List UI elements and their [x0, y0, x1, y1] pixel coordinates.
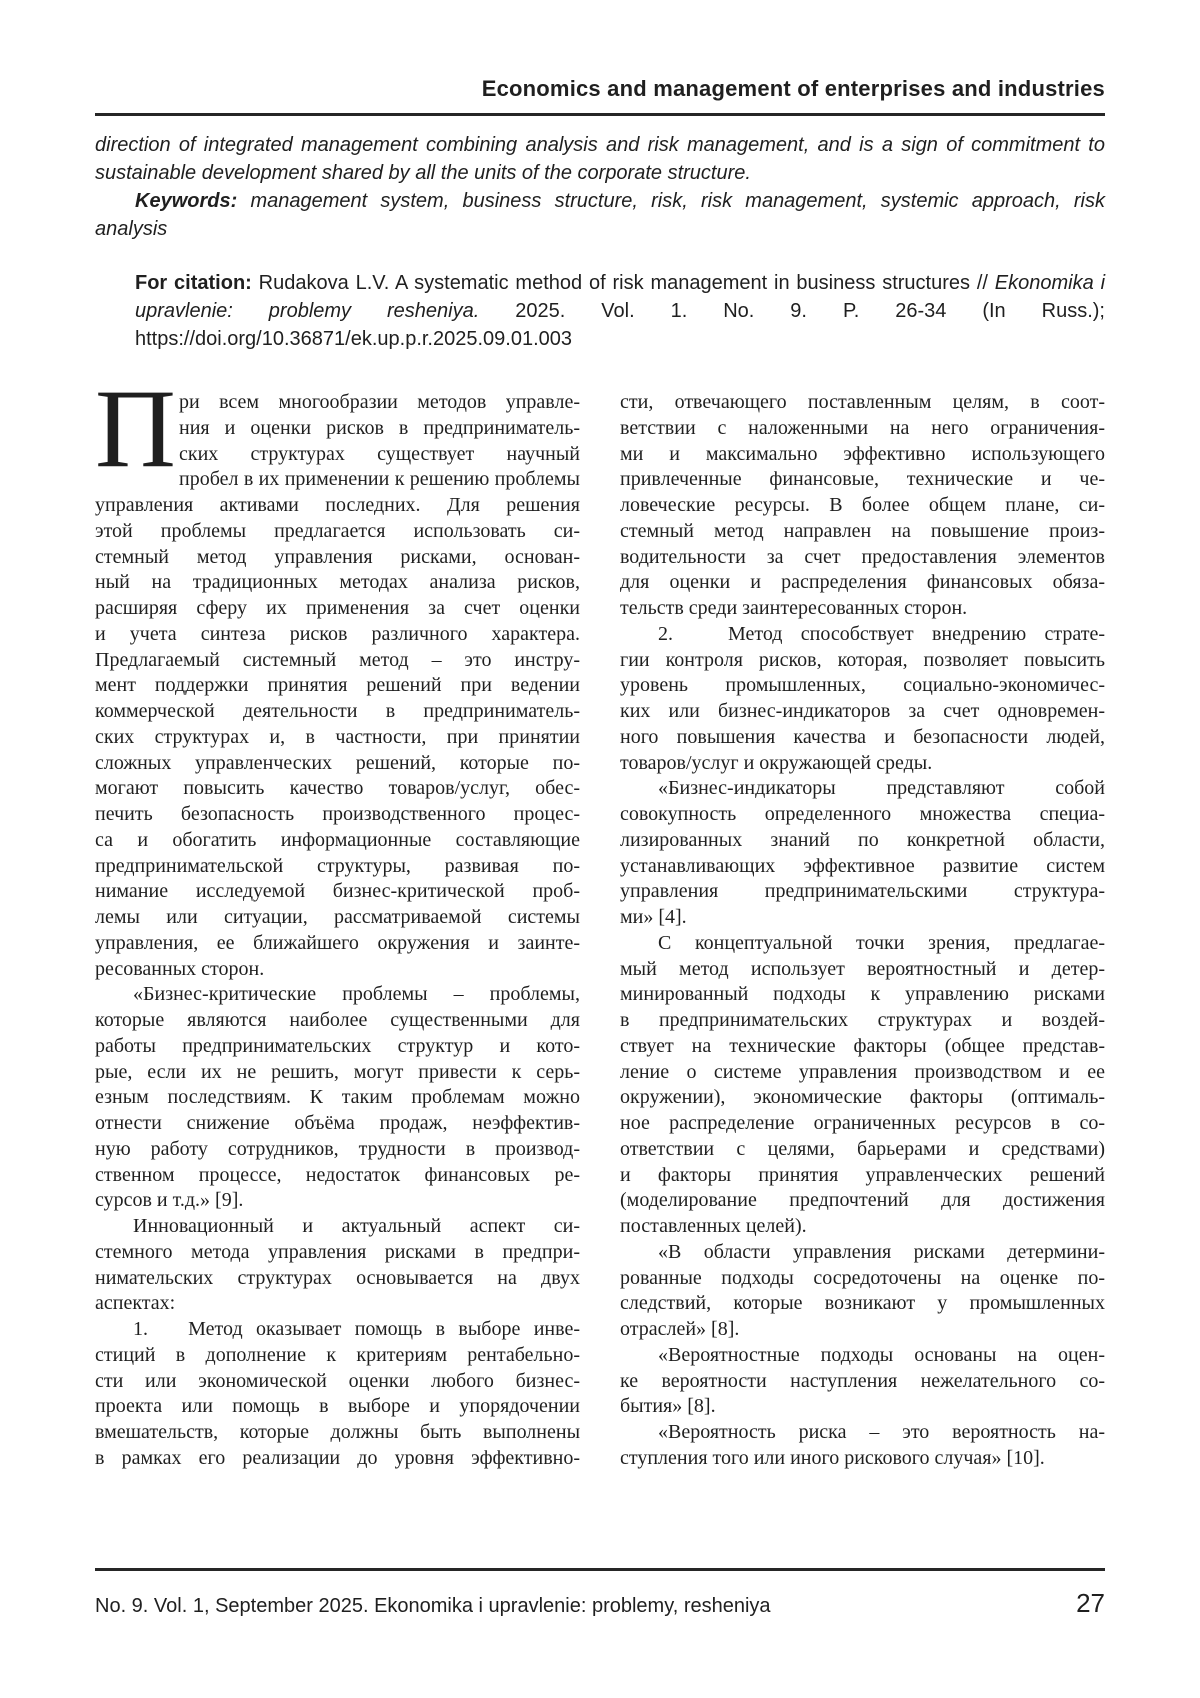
text-line: ских структурах существует научный: [179, 442, 580, 465]
left-column: [95, 367, 580, 1472]
text-line: «Вероятностные подходы основаны на оцен-: [658, 1343, 1105, 1366]
text-line: ния и оценки рисков в предприниматель-: [179, 416, 580, 439]
text-line: уровень промышленных, социально-экономичес-: [620, 674, 1105, 697]
text-line: и учета синтеза рисков различного характера.: [95, 622, 580, 645]
text-line: и факторы принятия управленческих решений: [620, 1163, 1105, 1186]
text-line: окружении), экономические факторы (оптималь-: [620, 1086, 1105, 1109]
text-line: мент поддержки принятия решений при ведении: [95, 674, 580, 697]
text-line: привлеченные финансовые, технические и че-: [620, 468, 1105, 491]
text-line: водительности за счет предоставления элементов: [620, 545, 1105, 568]
text-line: «Вероятность риска – это вероятность на-: [658, 1421, 1105, 1443]
text-line: этой проблемы предлагается использовать си-: [95, 519, 580, 542]
text-line: товаров/услуг и окружающей среды.: [620, 751, 933, 774]
citation-label: For citation:: [135, 272, 252, 294]
text-line: тельств среди заинтересованных сторон.: [620, 597, 968, 619]
text-line: ми» [4].: [620, 906, 687, 928]
text-line: следствий, которые возникают у промышленных: [620, 1292, 1105, 1315]
text-line: стемный метод управления рисками, основан-: [95, 545, 580, 568]
text-line: ственном процессе, недостаток финансовых ре-: [95, 1163, 580, 1186]
text-line: коммерческой деятельности в предприниматель-: [95, 700, 580, 722]
footer-row: [95, 1588, 1105, 1619]
citation-volume-doi: 2025. Vol. 1. No. 9. P. 26-34 (In Russ.); https://doi.org/10.36871/ek.up.p.r.2025.09.01.003: [135, 300, 1105, 350]
text-line: ное распределение ограниченных ресурсов в со-: [620, 1112, 1105, 1134]
drop-cap: П: [95, 367, 176, 491]
text-line: С концептуальной точки зрения, предлагае-: [658, 931, 1105, 954]
text-line: вмешательств, которые должны быть выполнены: [95, 1421, 580, 1443]
text-line: езным последствиям. К таким проблемам можно: [95, 1086, 580, 1109]
text-line: отраслей» [8].: [620, 1318, 740, 1340]
text-line: ление о системе управления производством и ее: [620, 1060, 1105, 1083]
text-line: ке вероятности наступления нежелательного со-: [620, 1369, 1105, 1392]
text-line: печить безопасность производственного процес-: [95, 803, 580, 825]
text-line: са и обогатить информационные составляющие: [95, 828, 580, 851]
text-line: устанавливающих эффективное развитие систем: [620, 854, 1105, 877]
two-column-body: [95, 367, 1105, 1472]
text-line: проекта или помощь в выборе и упорядочении: [95, 1395, 580, 1418]
citation-authors-title: Rudakova L.V. A systematic method of risk management in business structures //: [251, 272, 995, 294]
text-line: ловеческие ресурсы. В более общем плане, си-: [620, 494, 1105, 516]
text-line: ную работу сотрудников, трудности в производ-: [95, 1137, 580, 1160]
text-line: управления активами последних. Для решения: [95, 494, 580, 516]
text-line: лемы или ситуации, рассматриваемой системы: [95, 906, 580, 928]
text-line: управления предпринимательскими структура-: [620, 880, 1105, 903]
citation-paragraph: [135, 269, 1105, 353]
header-rule: [95, 113, 1105, 116]
text-line: 2. Метод способствует внедрению страте-: [658, 622, 1105, 645]
right-column: [620, 390, 1105, 1472]
text-line: стемный метод направлен на повышение произ-: [620, 519, 1105, 542]
footer-rule: [95, 1568, 1105, 1571]
text-line: ступления того или иного рискового случая» [10].: [620, 1446, 1045, 1469]
text-line: 1. Метод оказывает помощь в выборе инве-: [133, 1318, 580, 1340]
page-number: 27: [1076, 1588, 1105, 1618]
text-line: «Бизнес-индикаторы представляют собой: [658, 777, 1105, 800]
text-line: расширяя сферу их применения за счет оценки: [95, 597, 580, 619]
text-line: ких или бизнес-индикаторов за счет одновремен-: [620, 700, 1105, 722]
text-line: которые являются наиболее существенными для: [95, 1009, 580, 1031]
text-line: ветствии с наложенными на него ограничения-: [620, 416, 1105, 439]
abstract-continuation: direction of integrated management combining analysis and risk management, and is a sign of commitment to sustainable development shared by all the units of the corporate structure.: [95, 134, 1105, 184]
text-line: ответствии с целями, барьерами и средствами): [620, 1137, 1105, 1160]
text-line: предпринимательской структуры, развивая по-: [95, 854, 580, 877]
text-line: ствует на технические факторы (общее представ-: [620, 1034, 1105, 1057]
text-line: нимание исследуемой бизнес-критической проб-: [95, 880, 580, 903]
text-line: для оценки и распределения финансовых обяза-: [620, 571, 1105, 594]
running-head-section-title: Economics and management of enterprises and industries: [481, 76, 1105, 101]
text-line: Предлагаемый системный метод – это инстру-: [95, 648, 580, 671]
citation-journal-name: Ekonomika i upravlenie: problemy resheniya.: [135, 272, 1106, 322]
text-line: лизированных знаний по конкретной области,: [620, 828, 1105, 851]
keywords-list: management system, business structure, risk, risk management, systemic approach, risk analysis: [95, 190, 1105, 240]
text-line: пробел в их применении к решению проблемы: [179, 468, 580, 491]
footer-journal-info: No. 9. Vol. 1, September 2025. Ekonomika i upravlenie: problemy, resheniya: [95, 1595, 771, 1617]
text-line: в предпринимательских структурах и воздей-: [620, 1009, 1105, 1031]
text-line: Инновационный и актуальный аспект си-: [133, 1215, 580, 1237]
text-line: «В области управления рисками детермини-: [658, 1240, 1105, 1263]
text-line: сти или экономической оценки любого бизнес-: [95, 1369, 580, 1392]
page-footer: [95, 1568, 1105, 1619]
text-line: мый метод использует вероятностный и детер-: [620, 957, 1105, 980]
text-line: ми и максимально эффективно использующего: [620, 442, 1105, 465]
text-line: стемного метода управления рисками в предпри-: [95, 1240, 580, 1263]
text-line: работы предпринимательских структур и кото-: [95, 1034, 580, 1057]
text-line: поставленных целей).: [620, 1215, 807, 1237]
right-column-lines: [620, 390, 1105, 1472]
text-line: ских структурах и, в частности, при принятии: [95, 725, 580, 748]
text-line: могают повысить качество товаров/услуг, обес-: [95, 777, 580, 800]
text-line: совокупность определенного множества специа-: [620, 803, 1105, 825]
text-line: стиций в дополнение к критериям рентабельно-: [95, 1343, 580, 1366]
text-line: рые, если их не решить, могут привести к серь-: [95, 1060, 580, 1083]
text-line: (моделирование предпочтений для достижения: [620, 1189, 1105, 1212]
text-line: ного повышения качества и безопасности людей,: [620, 725, 1105, 748]
text-line: рованные подходы сосредоточены на оценке по-: [620, 1266, 1105, 1289]
text-line: аспектах:: [95, 1292, 176, 1315]
text-line: в рамках его реализации до уровня эффективно-: [95, 1446, 580, 1469]
left-column-lines: [95, 367, 580, 1472]
text-line: бытия» [8].: [620, 1395, 716, 1418]
text-line: сти, отвечающего поставленным целям, в соот-: [620, 391, 1105, 413]
text-line: отнести снижение объёма продаж, неэффектив-: [95, 1112, 580, 1134]
text-line: ный на традиционных методах анализа рисков,: [95, 571, 580, 594]
text-line: гии контроля рисков, которая, позволяет повысить: [620, 648, 1105, 671]
text-line: ри всем многообразии методов управле-: [179, 391, 580, 413]
text-line: нимательских структурах основывается на двух: [95, 1266, 580, 1289]
keywords-label: Keywords:: [135, 190, 238, 212]
text-line: сурсов и т.д.» [9].: [95, 1189, 244, 1212]
text-line: ресованных сторон.: [95, 957, 265, 980]
keywords-paragraph: [95, 187, 1105, 243]
text-line: сложных управленческих решений, которые по-: [95, 751, 580, 774]
text-line: управления, ее ближайшего окружения и заинте-: [95, 931, 580, 954]
text-line: «Бизнес-критические проблемы – проблемы,: [133, 983, 580, 1006]
text-line: минированный подходы к управлению рисками: [620, 983, 1105, 1006]
